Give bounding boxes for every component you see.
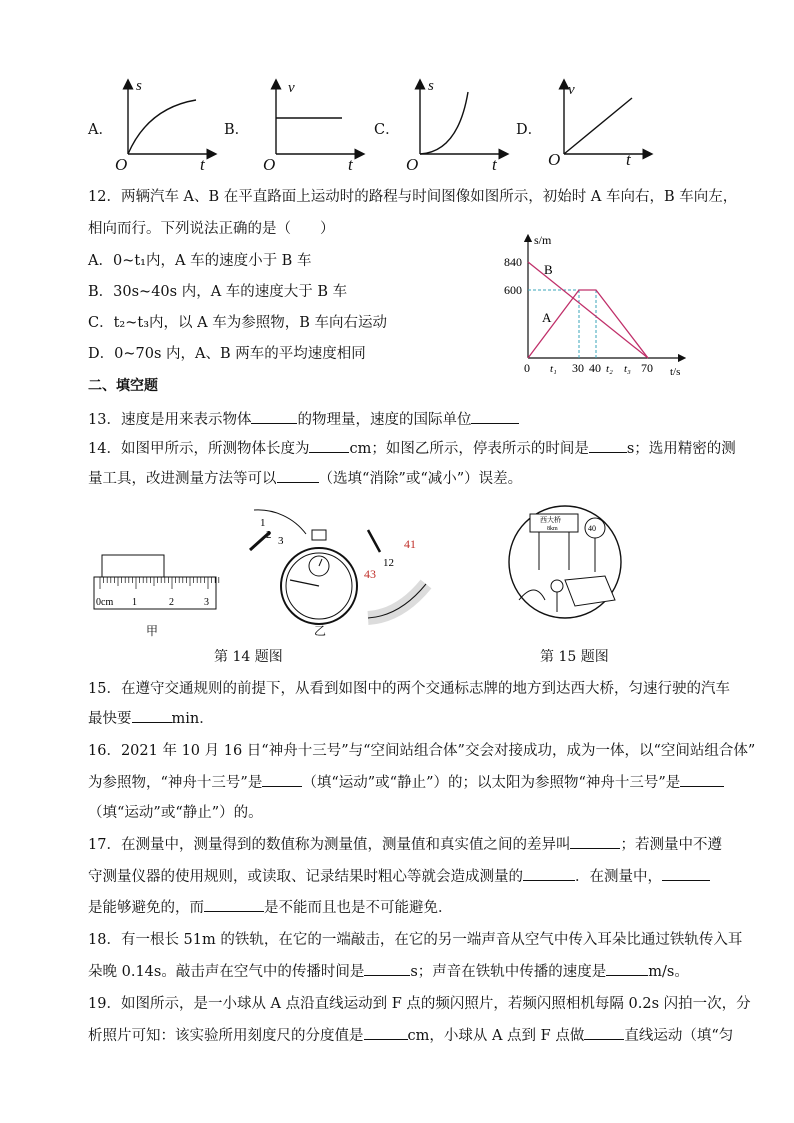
traffic-sign-figure: [505, 500, 625, 628]
large-dial-41: 41: [404, 537, 416, 551]
q12-option-b: B．30s~40s 内，A 车的速度大于 B 车: [88, 284, 348, 300]
q12-graph-xtick: t₂: [606, 363, 613, 375]
option-d-graph: [544, 78, 654, 174]
q17-blank-2[interactable]: [523, 866, 575, 881]
q14-blank-1[interactable]: [309, 438, 349, 453]
option-b-origin: O: [263, 155, 276, 174]
sign-name: 西大桥: [540, 516, 561, 524]
q18-blank-2[interactable]: [606, 961, 648, 976]
q12-graph-ytick-840: 840: [504, 255, 522, 269]
option-d-label: D．: [516, 122, 543, 138]
q19-blank-1[interactable]: [364, 1025, 408, 1040]
option-c-label: C．: [374, 122, 400, 138]
q12-stem-line1: 12．两辆汽车 A、B 在平直路面上运动时的路程与时间图像如图所示，初始时 A 车向右，B 车向左，: [88, 189, 738, 205]
option-d-xlabel: t: [626, 150, 631, 169]
q14-blank-2[interactable]: [589, 438, 627, 453]
q19-blank-2[interactable]: [584, 1025, 624, 1040]
option-b-ylabel: v: [288, 80, 295, 96]
q14-line2: 量工具，改进测量方法等可以 （选填“消除”或“减小”）误差。: [88, 467, 522, 488]
q16-blank-2[interactable]: [680, 772, 724, 787]
q16-line1: 16．2021 年 10 月 16 日“神舟十三号”与“空间站组合体”交会对接成功，成为一体，以“空间站组合体”: [88, 743, 756, 759]
q12-graph-ylabel: s/m: [534, 233, 552, 247]
ruler-caption: 甲: [146, 624, 159, 638]
stopwatch-caption: 乙: [314, 624, 327, 638]
ruler-tick-0: 0cm: [96, 597, 114, 608]
q12-stem-line2: 相向而行。下列说法正确的是（ ）: [88, 221, 335, 237]
q12-option-d: D．0~70s 内，A、B 两车的平均速度相同: [88, 346, 366, 362]
q16-blank-1[interactable]: [262, 772, 302, 787]
q12-graph-xtick: 30: [572, 361, 584, 375]
q17-line3: 是能够避免的，而 是不能而且也是不可能避免．: [88, 896, 453, 917]
q16-line2: 为参照物，“神舟十三号”是 （填“运动”或“静止”）的；以太阳为参照物“神舟十三号”是: [88, 771, 724, 792]
small-dial-3: 3: [278, 535, 284, 547]
q13-blank-2[interactable]: [471, 409, 519, 424]
option-b-xlabel: t: [348, 155, 353, 174]
q12-graph-xtick: t₁: [550, 363, 557, 375]
q12-graph-series-b: B: [544, 262, 553, 277]
ruler-tick-2: 2: [169, 597, 174, 608]
option-d-origin: O: [548, 150, 561, 169]
fig15-caption: 第 15 题图: [540, 649, 609, 665]
q12-option-c: C．t₂~t₃内，以 A 车为参照物，B 车向右运动: [88, 315, 387, 331]
q12-graph-series-a: A: [542, 310, 552, 325]
large-dial-12: 12: [383, 557, 394, 569]
small-dial-2: 2: [266, 529, 272, 541]
ruler-figure: [92, 550, 222, 612]
q11-options: [0, 0, 794, 180]
q17-blank-3[interactable]: [662, 866, 710, 881]
sign-distance: 8km: [547, 526, 558, 532]
option-a-ylabel: s: [136, 78, 142, 94]
q16-line3: （填“运动”或“静止”）的。: [88, 805, 263, 821]
q12-option-a: A．0~t₁内，A 车的速度小于 B 车: [88, 253, 312, 269]
option-a-xlabel: t: [200, 155, 205, 174]
q12-graph-xlabel: t/s: [670, 366, 681, 378]
q18-line1: 18．有一根长 51m 的铁轨，在它的一端敲击，在它的另一端声音从空气中传入耳朵比通过铁轨传入耳: [88, 932, 743, 948]
q12-graph-xtick: 0: [524, 361, 530, 375]
q17-blank-1[interactable]: [570, 834, 620, 849]
option-c-ylabel: s: [428, 78, 434, 94]
q13: 13．速度是用来表示物体 的物理量，速度的国际单位: [88, 408, 519, 429]
small-dial-1: 1: [260, 517, 266, 529]
speed-limit: 40: [588, 524, 596, 533]
fig14-caption: 第 14 题图: [214, 649, 283, 665]
q19-line1: 19．如图所示，是一小球从 A 点沿直线运动到 F 点的频闪照片，若频闪照相机每隔 0.2s 闪拍一次，分: [88, 996, 751, 1012]
option-a-label: A．: [88, 122, 113, 138]
q12-graph-ytick-600: 600: [504, 283, 522, 297]
q19-line2: 析照片可知：该实验所用刻度尺的分度值是 cm，小球从 A 点到 F 点做 直线运动（填“匀: [88, 1024, 733, 1045]
q15-blank-1[interactable]: [132, 708, 172, 723]
q17-line2: 守测量仪器的使用规则，或读取、记录结果时粗心等就会造成测量的 ．在测量中，: [88, 865, 710, 886]
option-c-xlabel: t: [492, 155, 497, 174]
option-d-ylabel: v: [568, 82, 575, 98]
q18-line2: 朵晚 0.14s。敲击声在空气中的传播时间是 s；声音在铁轨中传播的速度是 m/s。: [88, 960, 689, 981]
ruler-tick-1: 1: [132, 597, 137, 608]
q14-line1: 14．如图甲所示，所测物体长度为 cm；如图乙所示，停表所示的时间是 s；选用精密的测: [88, 437, 736, 458]
option-b-label: B．: [224, 122, 250, 138]
q14-blank-3[interactable]: [277, 468, 319, 483]
q15-line2: 最快要 min．: [88, 707, 214, 728]
stopwatch-figure: [240, 500, 440, 630]
option-c-origin: O: [406, 155, 419, 174]
ruler-tick-3: 3: [204, 597, 209, 608]
q12-st-graph: [500, 232, 690, 380]
q12-graph-xtick: 70: [641, 361, 653, 375]
q15-line1: 15．在遵守交通规则的前提下，从看到如图中的两个交通标志牌的地方到达西大桥，匀速行驶的汽车: [88, 681, 730, 697]
q12-graph-xtick: t₃: [624, 363, 631, 375]
q13-blank-1[interactable]: [251, 409, 297, 424]
q12-graph-xtick: 40: [589, 361, 601, 375]
q17-blank-4[interactable]: [204, 897, 264, 912]
large-dial-43: 43: [364, 567, 376, 581]
section-title: 二、填空题: [88, 378, 158, 394]
option-a-origin: O: [115, 155, 128, 174]
q18-blank-1[interactable]: [364, 961, 410, 976]
q17-line1: 17．在测量中，测量得到的数值称为测量值，测量值和真实值之间的差异叫 ；若测量中不遵: [88, 833, 722, 854]
